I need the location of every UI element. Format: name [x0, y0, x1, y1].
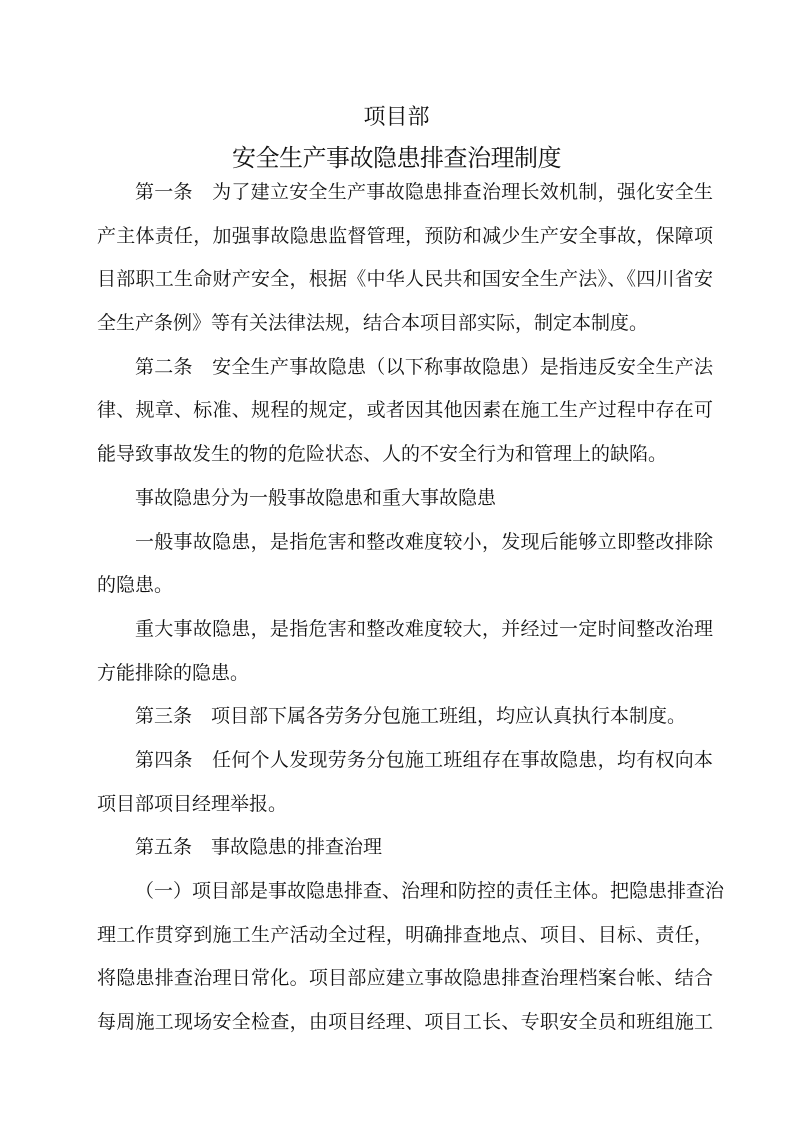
document-body — [97, 171, 725, 1045]
paragraph-line: （一）项目部是事故隐患排查、治理和防控的责任主体。把隐患排查治 — [135, 880, 725, 902]
paragraph-line: 每周施工现场安全检查，由项目经理、项目工长、专职安全员和班组施工 — [97, 1011, 713, 1034]
paragraph — [97, 870, 725, 1045]
paragraph — [97, 171, 713, 346]
paragraph-line: 第二条 安全生产事故隐患（以下称事故隐患）是指违反安全生产法 — [135, 355, 713, 378]
paragraph-line: 理工作贯穿到施工生产活动全过程，明确排查地点、项目、目标、责任， — [97, 923, 713, 946]
paragraph-line: 第四条 任何个人发现劳务分包施工班组存在事故隐患，均有权向本 — [135, 748, 713, 771]
paragraph — [97, 739, 713, 826]
paragraph-line: 将隐患排查治理日常化。项目部应建立事故隐患排查治理档案台帐、结合 — [97, 967, 713, 990]
paragraph-line: 目部职工生命财产安全，根据《中华人民共和国安全生产法》、《四川省安 — [97, 268, 713, 291]
paragraph — [97, 477, 713, 521]
paragraph — [97, 826, 713, 870]
paragraph-line: 方能排除的隐患。 — [97, 661, 250, 684]
document-title-org: 项目部 — [363, 105, 430, 130]
paragraph-line: 律、规章、标准、规程的规定，或者因其他因素在施工生产过程中存在可 — [97, 399, 713, 422]
paragraph-line: 产主体责任，加强事故隐患监督管理，预防和减少生产安全事故，保障项 — [97, 224, 713, 247]
document-title: 安全生产事故隐患排查治理制度 — [232, 144, 561, 172]
paragraph-line: 第五条 事故隐患的排查治理 — [135, 836, 383, 859]
paragraph — [97, 608, 713, 695]
paragraph — [97, 521, 713, 608]
paragraph-line: 重大事故隐患，是指危害和整改难度较大，并经过一定时间整改治理 — [135, 617, 713, 640]
paragraph — [97, 346, 713, 477]
paragraph — [97, 695, 713, 739]
paragraph-line: 事故隐患分为一般事故隐患和重大事故隐患 — [135, 486, 497, 509]
paragraph-line: 项目部项目经理举报。 — [97, 792, 288, 815]
paragraph-line: 一般事故隐患，是指危害和整改难度较小，发现后能够立即整改排除 — [135, 530, 713, 553]
paragraph-line: 第三条 项目部下属各劳务分包施工班组，均应认真执行本制度。 — [135, 705, 687, 728]
paragraph-line: 第一条 为了建立安全生产事故隐患排查治理长效机制，强化安全生 — [135, 181, 713, 203]
paragraph-line: 的隐患。 — [97, 574, 174, 597]
paragraph-line: 能导致事故发生的物的危险状态、人的不安全行为和管理上的缺陷。 — [97, 443, 668, 466]
paragraph-line: 全生产条例》等有关法律法规，结合本项目部实际，制定本制度。 — [97, 312, 649, 335]
